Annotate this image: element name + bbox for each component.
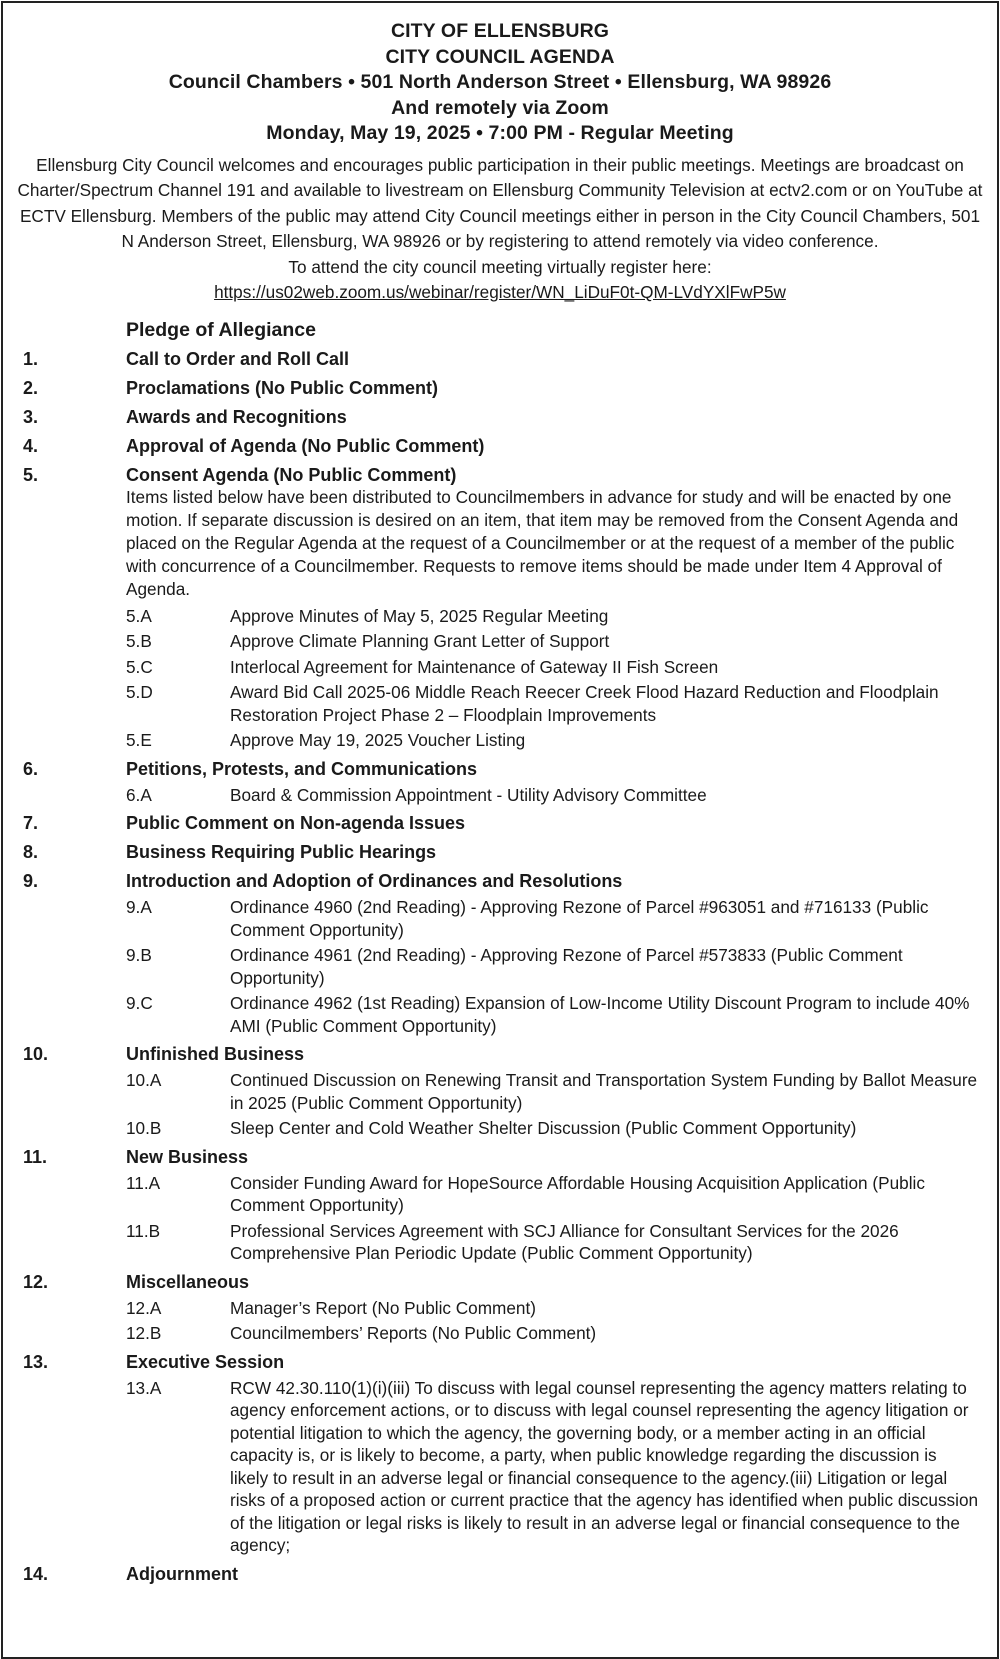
agenda-subitem-text: Continued Discussion on Renewing Transit and Transportation System Funding by Ballot Measure in 2025 (Public Comment Opportunity) <box>230 1070 978 1113</box>
agenda-item-number: 9. <box>23 871 39 891</box>
agenda-subitem-id: 12.A <box>126 1297 162 1318</box>
agenda-item-title: Business Requiring Public Hearings <box>126 842 437 862</box>
agenda-subitem-id: 6.A <box>126 784 152 805</box>
agenda-subitem-text: Approve Minutes of May 5, 2025 Regular Meeting <box>230 605 609 626</box>
intro-block <box>13 153 987 306</box>
meeting-location: Council Chambers • 501 North Anderson Street • Ellensburg, WA 98926 <box>168 71 832 93</box>
meeting-date-time: Monday, May 19, 2025 • 7:00 PM - Regular Meeting <box>266 122 734 144</box>
agenda-item-heading <box>23 345 997 374</box>
agenda-item <box>3 1268 997 1345</box>
agenda-subitem <box>126 1220 997 1265</box>
agenda-subitem-id: 10.A <box>126 1070 162 1090</box>
agenda-subitem-id: 9.A <box>126 897 152 917</box>
agenda-item-title: Petitions, Protests, and Communications <box>126 758 478 779</box>
agenda-subitem <box>126 944 997 989</box>
pledge-heading: Pledge of Allegiance <box>126 318 316 341</box>
agenda-subitem <box>126 992 997 1037</box>
agenda-subitem <box>126 784 997 807</box>
agenda-item-heading <box>23 1040 997 1069</box>
agenda-item <box>3 461 997 752</box>
agenda-item-heading <box>23 1560 997 1589</box>
agenda-item <box>3 838 997 867</box>
agenda-item <box>3 1348 997 1557</box>
agenda-subitem-id: 11.B <box>126 1220 161 1241</box>
agenda-subitem <box>126 729 997 752</box>
agenda-item <box>3 432 997 461</box>
agenda-subitem-text: Councilmembers’ Reports (No Public Comment) <box>230 1323 597 1343</box>
agenda-item <box>3 809 997 838</box>
agenda-item <box>3 755 997 807</box>
agenda-item-heading <box>23 867 997 896</box>
agenda-title: CITY COUNCIL AGENDA <box>385 45 615 68</box>
agenda-subitem-id: 5.C <box>126 656 153 677</box>
agenda-page <box>1 1 999 1659</box>
agenda-item-description: Items listed below have been distributed to Councilmembers in advance for study and will be enacted by one motion. If separate discussion is desired on an item, that item may be removed from the Consent Agenda and placed on the Regular Agenda at the request of a Councilmember or at the request of a member of the public with concurrence of a Councilmember. Requests to remove items should be made under Item 4 Approval of Agenda. <box>126 486 959 599</box>
agenda-item <box>3 1143 997 1265</box>
intro-paragraph: Ellensburg City Council welcomes and encourages public participation in their public meetings. Meetings are broadcast on Charter/Spectrum Channel 191 and available to livestream on Ellensburg Community Television at ectv2.com or on YouTube at ECTV Ellensburg. Members of the public may attend City Council meetings either in person in the City Council Chambers, 501 N Anderson Street, Ellensburg, WA 98926 or by registering to attend remotely via video conference. <box>17 154 983 251</box>
agenda-subitem-id: 5.A <box>126 605 152 626</box>
agenda-subitem <box>126 1377 997 1557</box>
agenda-item-title: Awards and Recognitions <box>126 406 347 427</box>
agenda-item-heading <box>23 1143 997 1172</box>
agenda-item-number: 2. <box>23 377 39 398</box>
agenda-item-title: Consent Agenda (No Public Comment) <box>126 464 457 485</box>
agenda-subitem-text: RCW 42.30.110(1)(i)(iii) To discuss with legal counsel representing the agency matters relating to agency enforcement actions, or to discuss with legal counsel representing the agency litigation or potential litigation to which the agency, the governing body, or a member acting in an official capacity is, or is likely to become, a party, when public knowledge regarding the discussion is likely to result in an adverse legal or financial consequence to the agency.(iii) Litigation or legal risks of a proposed action or current practice that the agency has identified when public discussion of the litigation or legal risks is likely to result in an adverse legal or financial consequence to the agency; <box>230 1377 979 1555</box>
agenda-subitem-id: 5.E <box>126 730 152 750</box>
agenda-subitem-text: Manager’s Report (No Public Comment) <box>230 1297 536 1318</box>
agenda-item-number: 14. <box>23 1563 49 1584</box>
agenda-item-number: 1. <box>23 348 39 369</box>
agenda-subitem <box>126 1322 997 1345</box>
agenda-subitem-id: 11.A <box>126 1172 161 1193</box>
agenda-item-number: 4. <box>23 435 39 456</box>
agenda-item-heading <box>23 432 997 461</box>
agenda-subitem <box>126 1172 997 1217</box>
remote-note: And remotely via Zoom <box>391 96 609 119</box>
agenda-item-heading <box>23 809 997 838</box>
agenda-item-title: Executive Session <box>126 1351 285 1372</box>
agenda-item-heading <box>23 374 997 403</box>
agenda-item-title: Public Comment on Non-agenda Issues <box>126 813 466 833</box>
agenda-subitem-text: Consider Funding Award for HopeSource Affordable Housing Acquisition Application (Public Comment Opportunity) <box>230 1172 925 1215</box>
agenda-item-number: 7. <box>23 813 39 833</box>
agenda-subitem-id: 10.B <box>126 1118 162 1138</box>
agenda-item-heading <box>23 838 997 867</box>
agenda-subitem-id: 9.B <box>126 945 152 965</box>
zoom-registration-link[interactable]: https://us02web.zoom.us/webinar/register/WN_LiDuF0t-QM-LVdYXlFwP5w <box>214 282 786 302</box>
agenda-subitem <box>126 896 997 941</box>
agenda-item-title: Proclamations (No Public Comment) <box>126 377 439 398</box>
agenda-subitem-id: 5.B <box>126 631 152 651</box>
agenda-subitem-text: Approve May 19, 2025 Voucher Listing <box>230 730 526 750</box>
agenda-subitem <box>126 656 997 679</box>
agenda-item-number: 12. <box>23 1271 49 1292</box>
agenda-item-heading <box>23 755 997 784</box>
agenda-item <box>3 374 997 403</box>
agenda-item-heading <box>23 1348 997 1377</box>
agenda-item <box>3 1560 997 1589</box>
agenda-subitem-text: Board & Commission Appointment - Utility Advisory Committee <box>230 784 707 805</box>
register-text: To attend the city council meeting virtually register here: <box>288 256 712 277</box>
agenda-item-title: Approval of Agenda (No Public Comment) <box>126 435 485 456</box>
agenda-item-number: 10. <box>23 1044 49 1064</box>
agenda-subitem-text: Interlocal Agreement for Maintenance of Gateway II Fish Screen <box>230 656 719 677</box>
agenda-subitem <box>126 630 997 653</box>
agenda-subitem-id: 5.D <box>126 682 153 702</box>
agenda-item <box>3 1040 997 1140</box>
agenda-item-title: Unfinished Business <box>126 1044 305 1064</box>
pledge-section <box>3 316 997 345</box>
agenda-item-title: New Business <box>126 1146 249 1167</box>
city-name: CITY OF ELLENSBURG <box>390 20 610 42</box>
agenda-subitem-id: 9.C <box>126 993 153 1013</box>
agenda-subitem-text: Ordinance 4962 (1st Reading) Expansion of Low-Income Utility Discount Program to include 40% AMI (Public Comment Opportunity) <box>230 993 970 1036</box>
agenda-item <box>3 345 997 374</box>
agenda-item-title: Miscellaneous <box>126 1271 250 1292</box>
agenda-item-number: 13. <box>23 1351 49 1372</box>
agenda-item-title: Adjournment <box>126 1563 238 1584</box>
agenda-item-title: Introduction and Adoption of Ordinances and Resolutions <box>126 871 623 891</box>
agenda-item-number: 11. <box>23 1146 48 1167</box>
agenda-subitem <box>126 1117 997 1140</box>
agenda-subitem-text: Ordinance 4961 (2nd Reading) - Approving Rezone of Parcel #573833 (Public Comment Opportunity) <box>230 945 903 988</box>
agenda-subitem <box>126 1297 997 1320</box>
agenda-item-number: 8. <box>23 842 39 862</box>
agenda-item <box>3 403 997 432</box>
agenda-header <box>3 19 997 147</box>
agenda-item <box>3 867 997 1037</box>
agenda-list <box>3 316 997 1589</box>
agenda-subitem-id: 13.A <box>126 1377 162 1398</box>
agenda-item-heading <box>23 1268 997 1297</box>
agenda-item-number: 6. <box>23 758 39 779</box>
agenda-item-heading <box>23 403 997 432</box>
agenda-item-number: 3. <box>23 406 39 427</box>
agenda-item-title: Call to Order and Roll Call <box>126 348 350 369</box>
agenda-subitem <box>126 681 997 726</box>
agenda-subitem <box>126 1069 997 1114</box>
agenda-subitem <box>126 605 997 628</box>
agenda-item-number: 5. <box>23 464 39 485</box>
agenda-subitem-text: Sleep Center and Cold Weather Shelter Discussion (Public Comment Opportunity) <box>230 1118 857 1138</box>
agenda-subitem-text: Professional Services Agreement with SCJ Alliance for Consultant Services for the 2026 Comprehensive Plan Periodic Update (Public Comment Opportunity) <box>230 1220 899 1263</box>
agenda-subitem-id: 12.B <box>126 1323 162 1343</box>
agenda-subitem-text: Approve Climate Planning Grant Letter of Support <box>230 631 610 651</box>
agenda-subitem-text: Award Bid Call 2025-06 Middle Reach Reecer Creek Flood Hazard Reduction and Floodplain Restoration Project Phase 2 – Floodplain Improvements <box>230 682 939 725</box>
agenda-subitem-text: Ordinance 4960 (2nd Reading) - Approving Rezone of Parcel #963051 and #716133 (Public Comment Opportunity) <box>230 897 929 940</box>
